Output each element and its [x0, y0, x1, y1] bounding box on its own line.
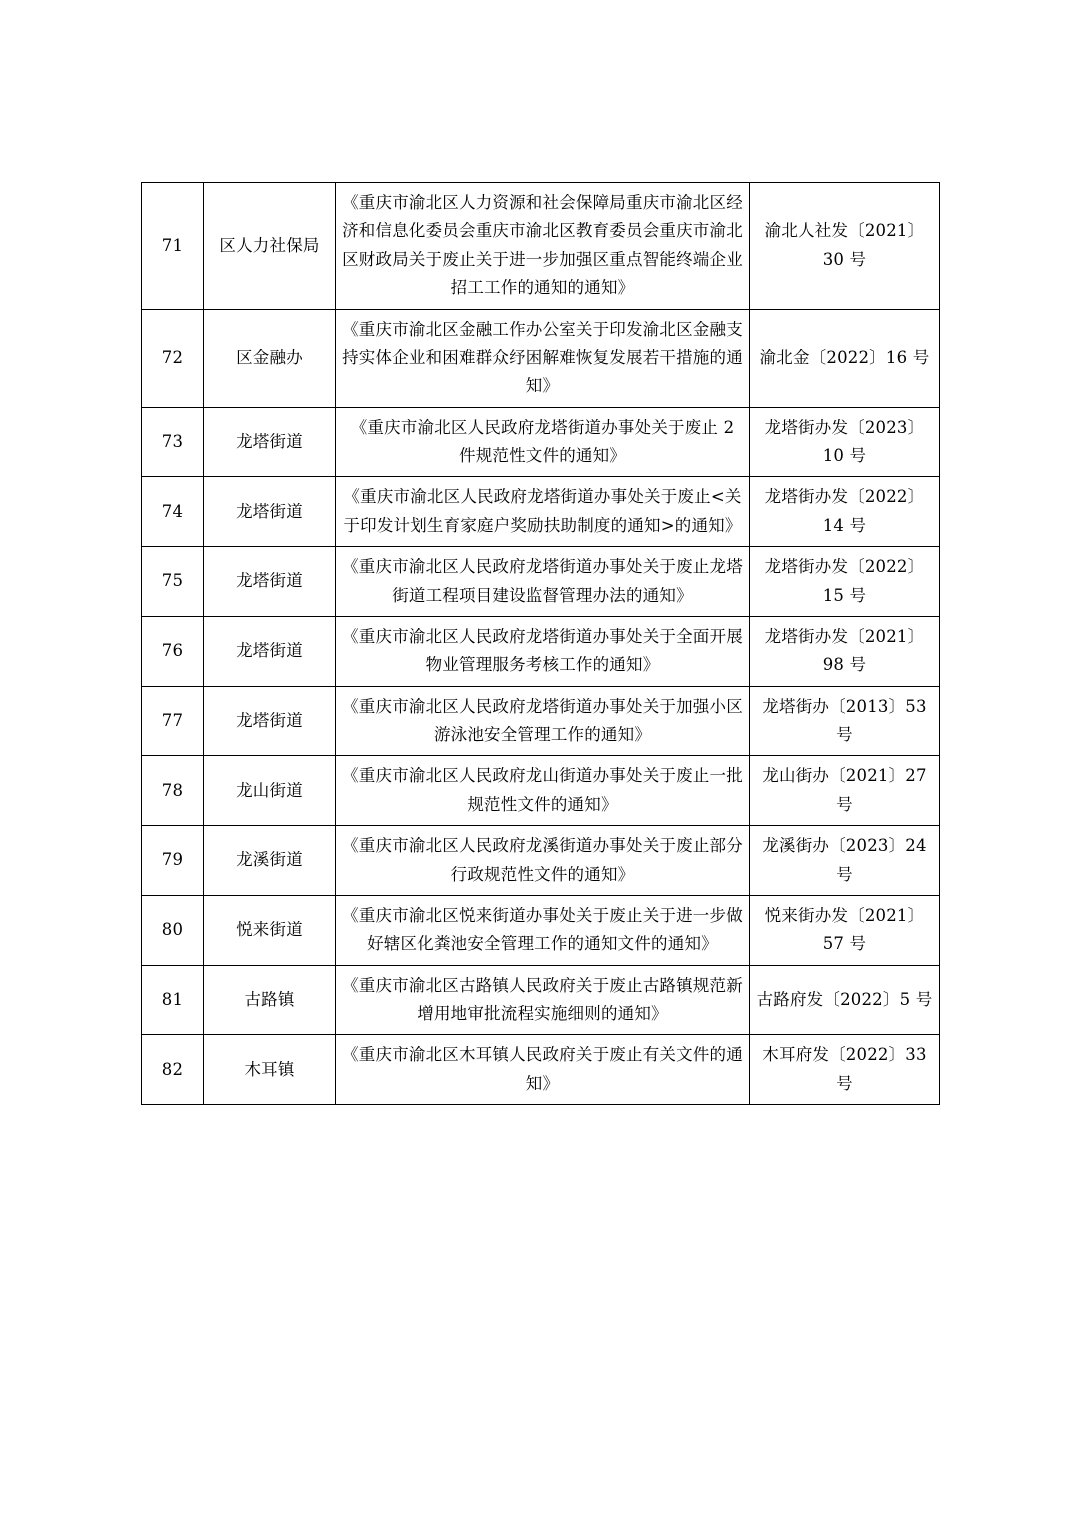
table-row [142, 616, 940, 686]
row-title: 《重庆市渝北区人民政府龙山街道办事处关于废止一批规范性文件的通知》 [336, 756, 750, 826]
table-row [142, 407, 940, 477]
row-department: 悦来街道 [204, 895, 336, 965]
row-title: 《重庆市渝北区人力资源和社会保障局重庆市渝北区经济和信息化委员会重庆市渝北区教育委员会重庆市渝北区财政局关于废止关于进一步加强区重点智能终端企业招工工作的通知的通知》 [336, 183, 750, 310]
table-row [142, 756, 940, 826]
row-department: 区人力社保局 [204, 183, 336, 310]
row-department: 龙山街道 [204, 756, 336, 826]
row-title: 《重庆市渝北区人民政府龙塔街道办事处关于废止 2 件规范性文件的通知》 [336, 407, 750, 477]
row-number: 75 [142, 547, 204, 617]
table-row [142, 965, 940, 1035]
table-row [142, 309, 940, 407]
row-title: 《重庆市渝北区人民政府龙塔街道办事处关于废止龙塔街道工程项目建设监督管理办法的通知》 [336, 547, 750, 617]
row-title: 《重庆市渝北区古路镇人民政府关于废止古路镇规范新增用地审批流程实施细则的通知》 [336, 965, 750, 1035]
table-row [142, 183, 940, 310]
row-document-code: 龙塔街办〔2013〕53 号 [750, 686, 940, 756]
row-document-code: 龙山街办〔2021〕27 号 [750, 756, 940, 826]
row-title: 《重庆市渝北区金融工作办公室关于印发渝北区金融支持实体企业和困难群众纾困解难恢复发展若干措施的通知》 [336, 309, 750, 407]
row-document-code: 龙塔街办发〔2022〕14 号 [750, 477, 940, 547]
row-number: 74 [142, 477, 204, 547]
row-number: 73 [142, 407, 204, 477]
row-title: 《重庆市渝北区悦来街道办事处关于废止关于进一步做好辖区化粪池安全管理工作的通知文件的通知》 [336, 895, 750, 965]
row-number: 76 [142, 616, 204, 686]
row-department: 龙溪街道 [204, 826, 336, 896]
row-department: 古路镇 [204, 965, 336, 1035]
row-department: 木耳镇 [204, 1035, 336, 1105]
row-title: 《重庆市渝北区人民政府龙塔街道办事处关于全面开展物业管理服务考核工作的通知》 [336, 616, 750, 686]
row-department: 龙塔街道 [204, 547, 336, 617]
row-document-code: 龙塔街办发〔2023〕10 号 [750, 407, 940, 477]
row-document-code: 悦来街办发〔2021〕57 号 [750, 895, 940, 965]
row-department: 龙塔街道 [204, 477, 336, 547]
row-department: 龙塔街道 [204, 407, 336, 477]
row-number: 81 [142, 965, 204, 1035]
row-title: 《重庆市渝北区人民政府龙塔街道办事处关于加强小区游泳池安全管理工作的通知》 [336, 686, 750, 756]
table-row [142, 686, 940, 756]
table-row [142, 547, 940, 617]
row-department: 龙塔街道 [204, 616, 336, 686]
row-number: 80 [142, 895, 204, 965]
row-number: 79 [142, 826, 204, 896]
repealed-documents-table [141, 182, 940, 1105]
row-document-code: 木耳府发〔2022〕33 号 [750, 1035, 940, 1105]
row-document-code: 古路府发〔2022〕5 号 [750, 965, 940, 1035]
row-document-code: 龙溪街办〔2023〕24 号 [750, 826, 940, 896]
row-number: 78 [142, 756, 204, 826]
row-department: 区金融办 [204, 309, 336, 407]
table-row [142, 826, 940, 896]
row-document-code: 龙塔街办发〔2021〕98 号 [750, 616, 940, 686]
table-body [142, 183, 940, 1105]
table-row [142, 895, 940, 965]
row-title: 《重庆市渝北区人民政府龙溪街道办事处关于废止部分行政规范性文件的通知》 [336, 826, 750, 896]
row-document-code: 龙塔街办发〔2022〕15 号 [750, 547, 940, 617]
row-number: 72 [142, 309, 204, 407]
row-title: 《重庆市渝北区木耳镇人民政府关于废止有关文件的通知》 [336, 1035, 750, 1105]
row-number: 71 [142, 183, 204, 310]
row-title: 《重庆市渝北区人民政府龙塔街道办事处关于废止<关于印发计划生育家庭户奖励扶助制度的通知>的通知》 [336, 477, 750, 547]
table-row [142, 1035, 940, 1105]
table-row [142, 477, 940, 547]
row-department: 龙塔街道 [204, 686, 336, 756]
row-document-code: 渝北人社发〔2021〕30 号 [750, 183, 940, 310]
row-number: 77 [142, 686, 204, 756]
row-document-code: 渝北金〔2022〕16 号 [750, 309, 940, 407]
row-number: 82 [142, 1035, 204, 1105]
